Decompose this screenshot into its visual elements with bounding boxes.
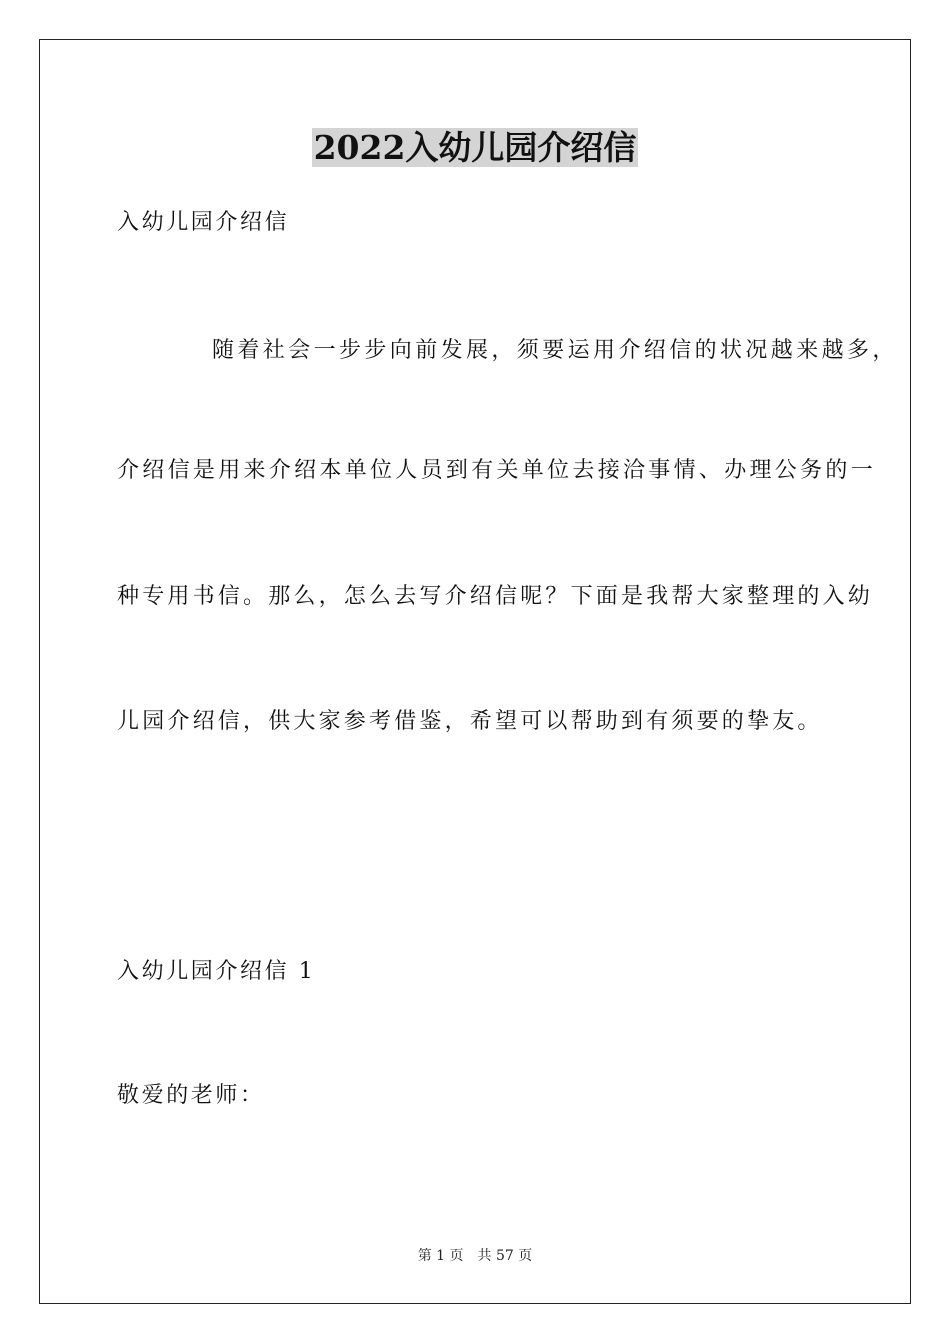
intro-line-3: 种专用书信。那么，怎么去写介绍信呢？下面是我帮大家整理的入幼 <box>117 584 874 609</box>
document-title-text: 2022入幼儿园介绍信 <box>313 128 637 167</box>
page-footer <box>0 1246 950 1266</box>
salutation: 敬爱的老师： <box>117 1083 265 1108</box>
intro-line-4: 儿园介绍信，供大家参考借鉴，希望可以帮助到有须要的挚友。 <box>117 709 823 734</box>
page-number: 第 1 页 <box>417 1248 464 1264</box>
section-heading: 入幼儿园介绍信 1 <box>117 959 316 984</box>
intro-line-1: 随着社会一步步向前发展，须要运用介绍信的状况越来越多， <box>212 338 898 363</box>
page-total: 共 57 页 <box>477 1248 533 1264</box>
document-title <box>0 124 950 172</box>
intro-line-2: 介绍信是用来介绍本单位人员到有关单位去接洽事情、办理公务的一 <box>117 458 877 483</box>
document-subtitle: 入幼儿园介绍信 <box>117 210 290 235</box>
